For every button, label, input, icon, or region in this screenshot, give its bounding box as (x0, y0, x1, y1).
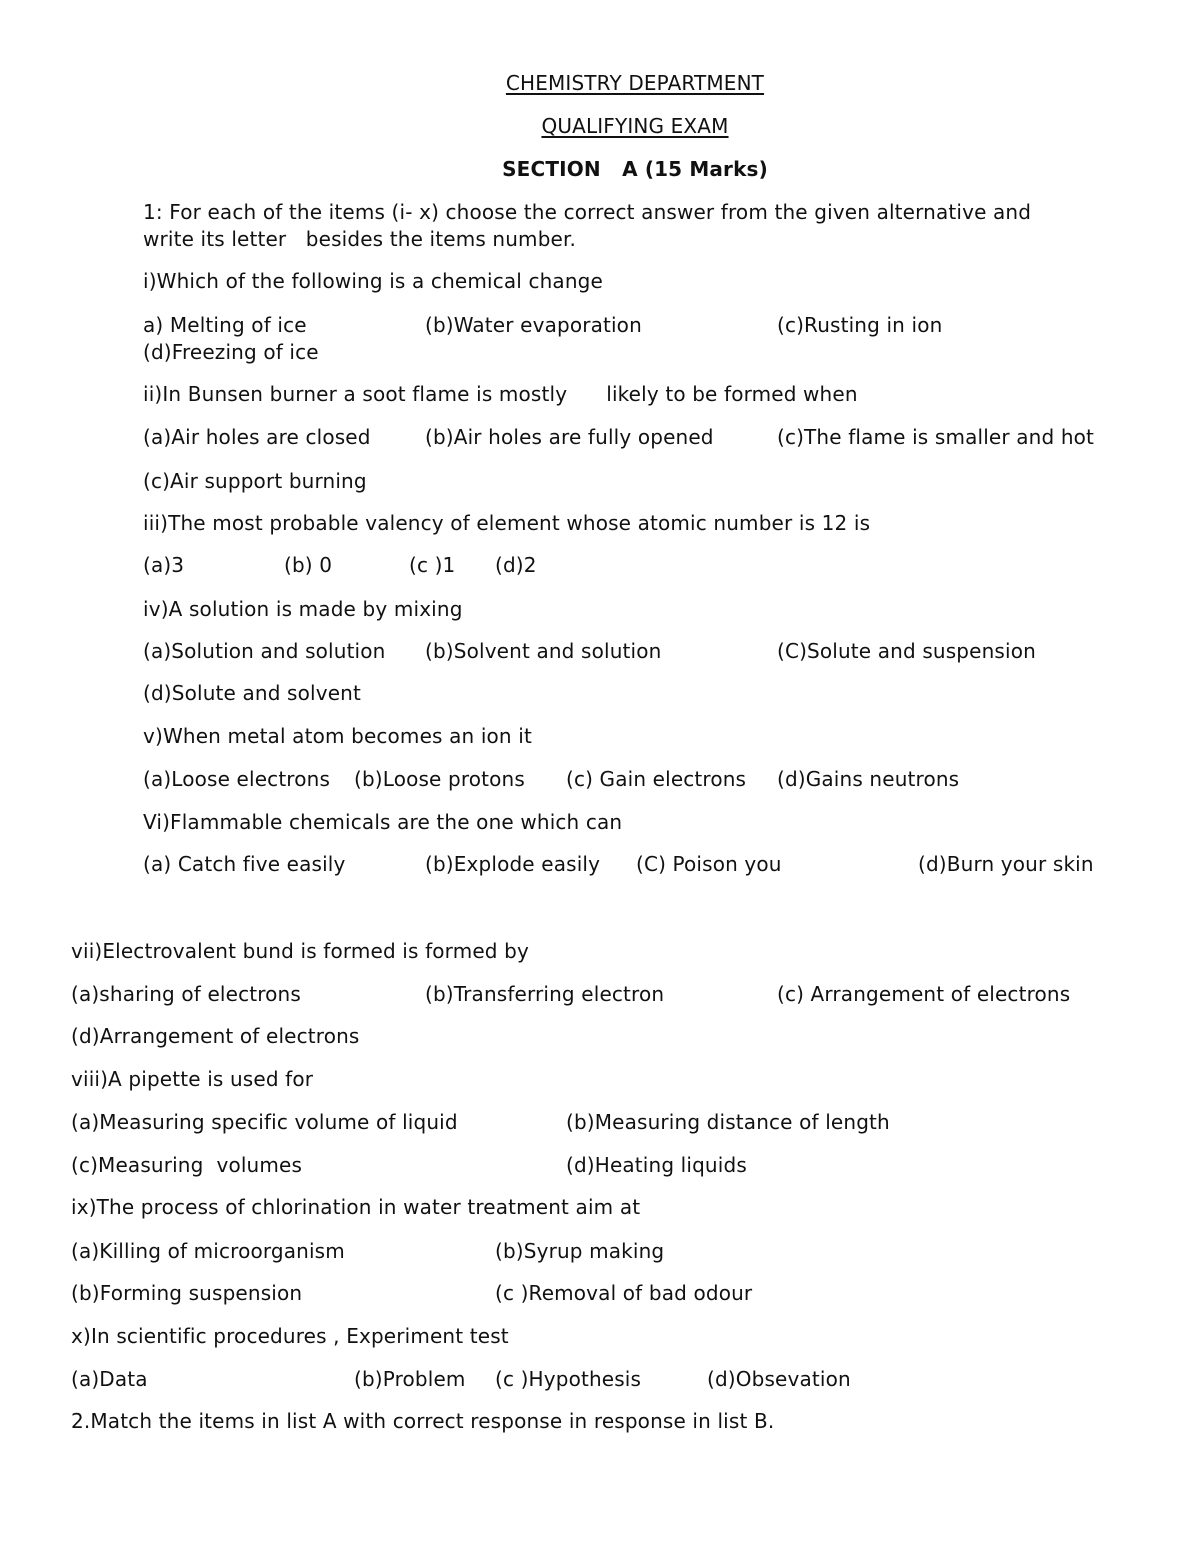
option-a: a) Melting of ice (143, 313, 307, 337)
option-c: (c) Arrangement of electrons (777, 982, 1071, 1006)
question-stem: i)Which of the following is a chemical change (143, 269, 603, 293)
question-stem: ii)In Bunsen burner a soot flame is mostly likely to be formed when (143, 382, 858, 406)
option-d: (d)Arrangement of electrons (71, 1024, 360, 1048)
option-d: (c)Air support burning (143, 469, 367, 493)
option-b: (b)Solvent and solution (425, 639, 662, 663)
question-stem: Vi)Flammable chemicals are the one which can (143, 810, 623, 834)
instruction-line-2: write its letter besides the items number. (143, 227, 577, 251)
question-stem: v)When metal atom becomes an ion it (143, 724, 532, 748)
option-c: (c )Hypothesis (495, 1367, 642, 1391)
question-stem: iv)A solution is made by mixing (143, 597, 463, 621)
option-a: (a) Catch five easily (143, 852, 346, 876)
question-stem: viii)A pipette is used for (71, 1067, 314, 1091)
option-c: (b)Forming suspension (71, 1281, 303, 1305)
option-d: (d)Burn your skin (918, 852, 1094, 876)
option-b: (b)Air holes are fully opened (425, 425, 714, 449)
question-stem: x)In scientific procedures , Experiment test (71, 1324, 509, 1348)
question-stem: iii)The most probable valency of element whose atomic number is 12 is (143, 511, 871, 535)
option-a: (a)Killing of microorganism (71, 1239, 345, 1263)
option-b: (b)Water evaporation (425, 313, 642, 337)
option-c: (c )1 (409, 553, 456, 577)
option-a: (a)sharing of electrons (71, 982, 301, 1006)
option-b: (b)Transferring electron (425, 982, 665, 1006)
option-d: (c )Removal of bad odour (495, 1281, 753, 1305)
option-c: (c) Gain electrons (566, 767, 747, 791)
option-d: (d)Freezing of ice (143, 340, 319, 364)
option-b: (b)Problem (354, 1367, 466, 1391)
exam-title: QUALIFYING EXAM (541, 114, 729, 138)
option-a: (a)Measuring specific volume of liquid (71, 1110, 458, 1134)
option-d: (d)Gains neutrons (777, 767, 960, 791)
instruction-line-1: 1: For each of the items (i- x) choose the correct answer from the given alternative and (143, 200, 1032, 224)
option-d: (d)Heating liquids (566, 1153, 747, 1177)
option-c: (C) Poison you (636, 852, 782, 876)
option-b: (b)Syrup making (495, 1239, 665, 1263)
option-d: (d)2 (495, 553, 537, 577)
option-b: (b)Loose protons (354, 767, 525, 791)
option-d: (d)Solute and solvent (143, 681, 361, 705)
option-d: (d)Obsevation (707, 1367, 851, 1391)
section-heading: SECTION A (15 Marks) (502, 157, 768, 181)
option-a: (a)Loose electrons (143, 767, 331, 791)
option-c: (C)Solute and suspension (777, 639, 1036, 663)
option-a: (a)Data (71, 1367, 148, 1391)
option-c: (c)Measuring volumes (71, 1153, 303, 1177)
option-b: (b)Measuring distance of length (566, 1110, 890, 1134)
option-c: (c)The flame is smaller and hot (777, 425, 1095, 449)
option-a: (a)3 (143, 553, 185, 577)
option-b: (b)Explode easily (425, 852, 601, 876)
question-2-stem: 2.Match the items in list A with correct response in response in list B. (71, 1409, 775, 1433)
option-c: (c)Rusting in ion (777, 313, 943, 337)
option-b: (b) 0 (284, 553, 333, 577)
department-heading: CHEMISTRY DEPARTMENT (505, 71, 765, 95)
option-a: (a)Solution and solution (143, 639, 386, 663)
question-stem: ix)The process of chlorination in water treatment aim at (71, 1195, 641, 1219)
option-a: (a)Air holes are closed (143, 425, 371, 449)
question-stem: vii)Electrovalent bund is formed is formed by (71, 939, 529, 963)
